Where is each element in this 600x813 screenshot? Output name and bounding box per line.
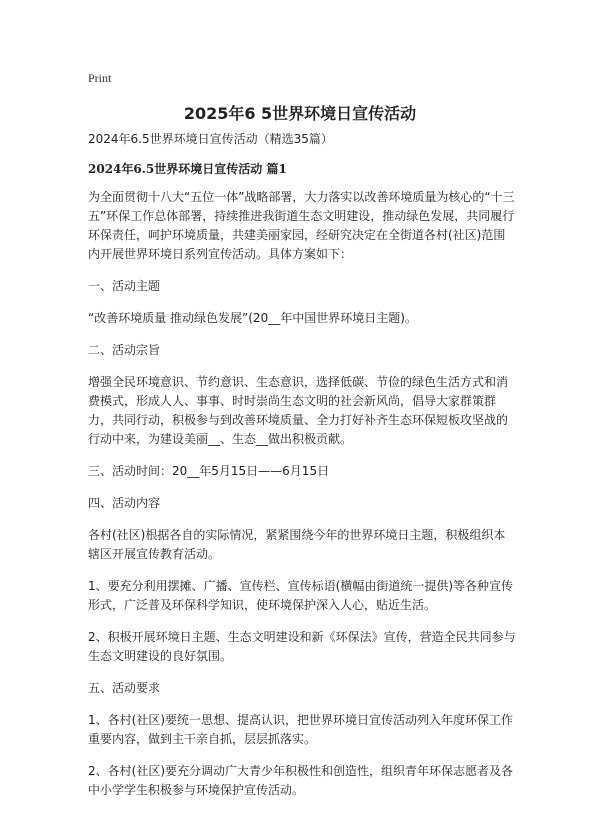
heading-requirements: 五、活动要求 <box>88 681 161 695</box>
content-item-2: 2、积极开展环境日主题、生态文明建设和新《环保法》宣传，营造全民共同参与生态文明建设的良好氛围。 <box>88 630 516 663</box>
content-item-1: 1、要充分利用摆摊、广播、宣传栏、宣传标语(横幅由街道统一提供)等各种宣传形式，广泛普及环保科学知识，使环境保护深入人心，贴近生活。 <box>88 579 514 612</box>
requirement-item-1: 1、各村(社区)要统一思想、提高认识，把世界环境日宣传活动列入年度环保工作重要内容，做到主干亲自抓，层层抓落实。 <box>88 713 514 746</box>
purpose-paragraph: 增强全民环境意识、节约意识、生态意识，选择低碳、节俭的绿色生活方式和消费模式，形成人人、事事、时时崇尚生态文明的社会新风尚，倡导大家群策群力，共同行动，积极参与到改善环境质量、全力打好补齐生态环保短板攻坚战的行动中来，为建设美丽__、生态__做出积极贡献。 <box>88 375 509 446</box>
section-title: 2024年6.5世界环境日宣传活动 篇1 <box>88 162 287 176</box>
requirement-item-2: 2、各村(社区)要充分调动广大青少年积极性和创造性，组织青年环保志愿者及各中小学学生积极参与环境保护宣传活动。 <box>88 764 514 797</box>
heading-theme: 一、活动主题 <box>88 279 161 293</box>
intro-paragraph: 为全面贯彻十八大“五位一体”战略部署，大力落实以改善环境质量为核心的“十三五”环保工作总体部署，持续推进我街道生态文明建设，推动绿色发展，共同履行环保责任，呵护环境质量，共建美丽家园，经研究决定在全街道各村(社区)范围内开展世界环境日系列宣传活动。具体方案如下： <box>88 190 515 261</box>
heading-purpose: 二、活动宗旨 <box>88 343 161 357</box>
print-link[interactable]: Print <box>88 71 112 85</box>
document-subtitle: 2024年6.5世界环境日宣传活动（精选35篇） <box>88 132 333 146</box>
document-title: 2025年6 5世界环境日宣传活动 <box>183 104 417 123</box>
theme-paragraph: “改善环境质量 推动绿色发展”(20__年中国世界环境日主题)。 <box>88 311 417 325</box>
document-body <box>88 130 516 813</box>
content-intro-paragraph: 各村(社区)根据各自的实际情况，紧紧围绕今年的世界环境日主题，积极组织本辖区开展宣传教育活动。 <box>88 528 506 561</box>
heading-time: 三、活动时间：20__年5月15日——6月15日 <box>88 464 330 478</box>
heading-content: 四、活动内容 <box>88 496 161 510</box>
